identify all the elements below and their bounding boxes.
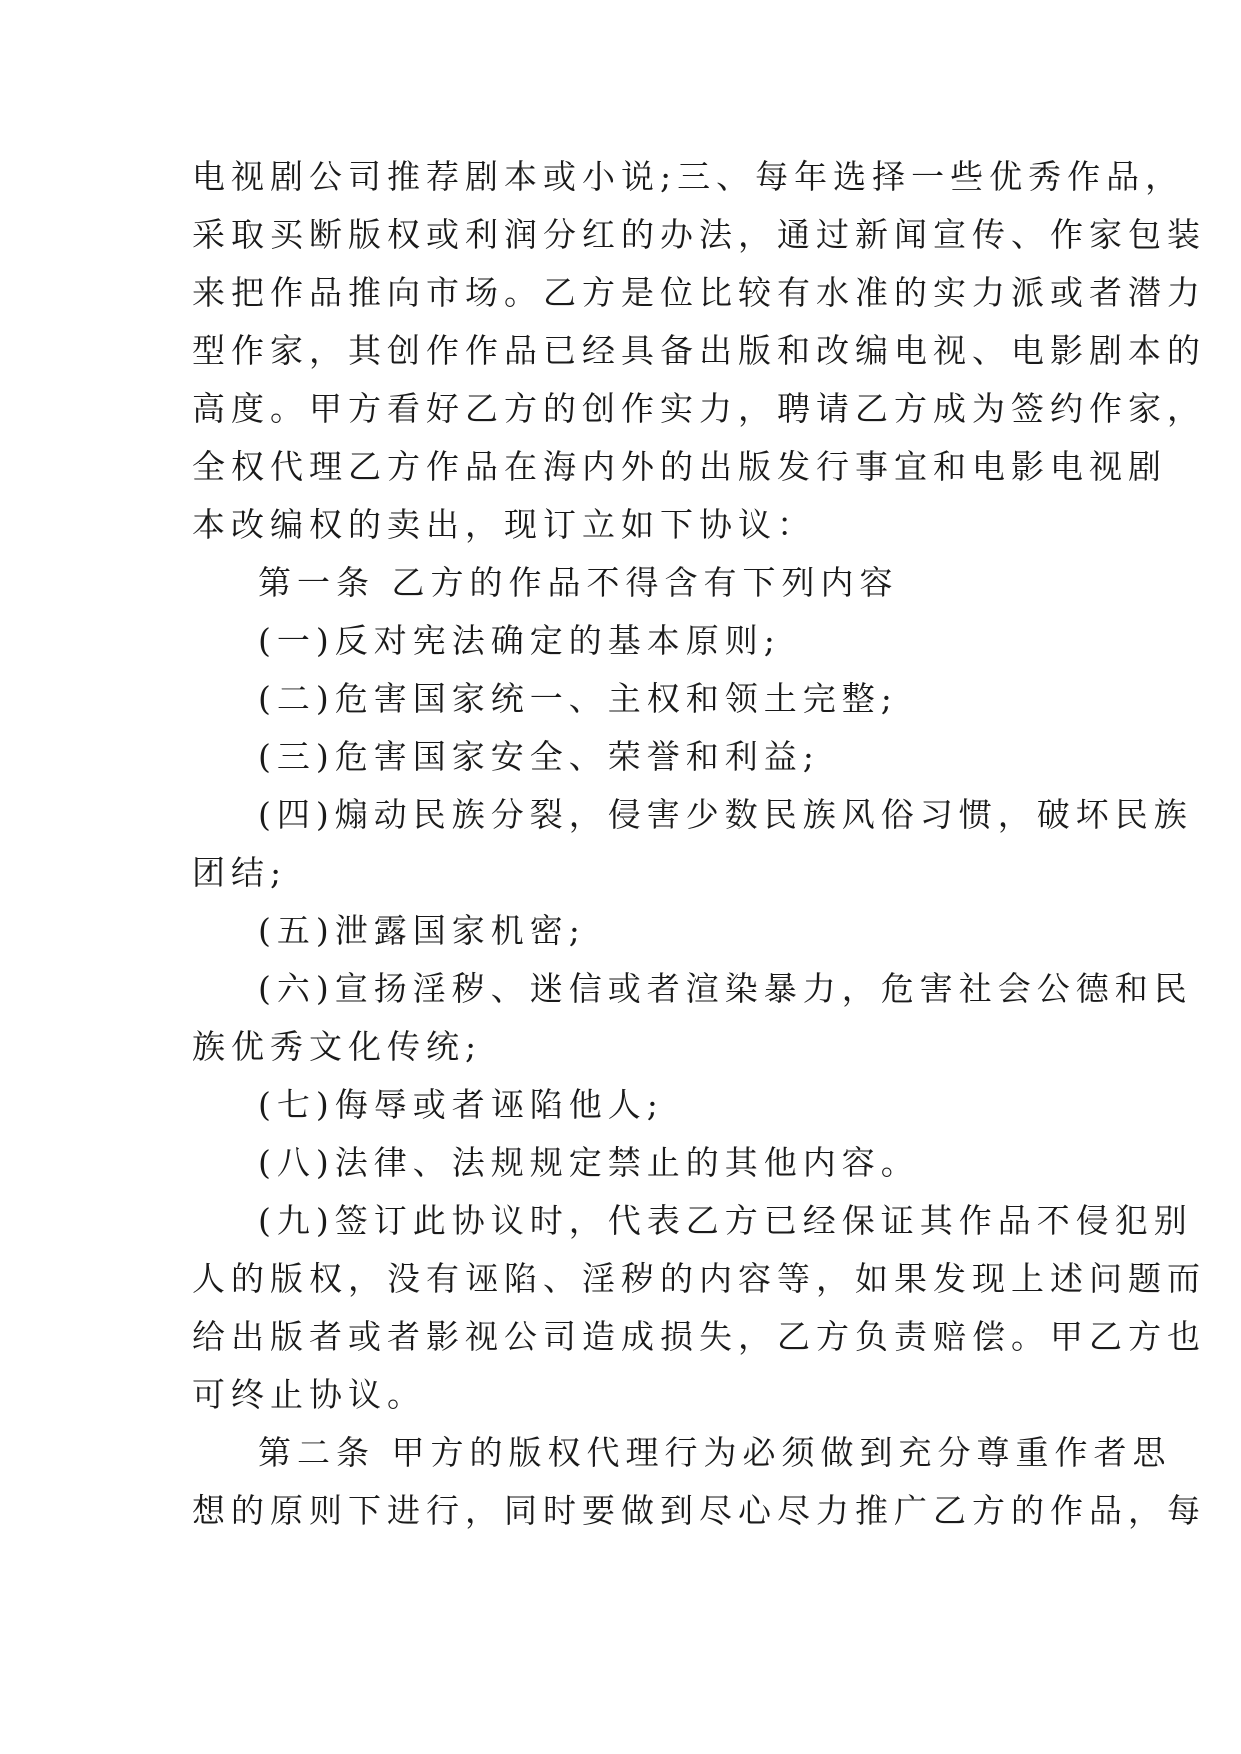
text-line: 族优秀文化传统; [192, 1027, 483, 1066]
text-line: 采取买断版权或利润分红的办法，通过新闻宣传、作家包装 [192, 215, 1206, 254]
text-line: 高度。甲方看好乙方的创作实力，聘请乙方成为签约作家， [192, 389, 1206, 428]
text-line: 可终止协议。 [192, 1375, 426, 1414]
list-item: (八)法律、法规规定禁止的其他内容。 [258, 1143, 920, 1182]
list-item: (二)危害国家统一、主权和领土完整; [258, 679, 898, 718]
article-heading: 第一条 乙方的作品不得含有下列内容 [258, 563, 899, 602]
list-item: (六)宣扬淫秽、迷信或者渲染暴力，危害社会公德和民 [258, 969, 1193, 1008]
article-heading: 第二条 甲方的版权代理行为必须做到充分尊重作者思 [258, 1433, 1172, 1472]
list-item: (三)危害国家安全、荣誉和利益; [258, 737, 820, 776]
text-line: 人的版权，没有诬陷、淫秽的内容等，如果发现上述问题而 [192, 1259, 1206, 1298]
list-item: (四)煽动民族分裂，侵害少数民族风俗习惯，破坏民族 [258, 795, 1193, 834]
list-item: (五)泄露国家机密; [258, 911, 586, 950]
text-line: 团结; [192, 853, 288, 892]
text-line: 全权代理乙方作品在海内外的出版发行事宜和电影电视剧 [192, 447, 1167, 486]
text-line: 型作家，其创作作品已经具备出版和改编电视、电影剧本的 [192, 331, 1206, 370]
text-line: 来把作品推向市场。乙方是位比较有水准的实力派或者潜力 [192, 273, 1206, 312]
list-item: (七)侮辱或者诬陷他人; [258, 1085, 664, 1124]
list-item: (一)反对宪法确定的基本原则; [258, 621, 781, 660]
text-line: 给出版者或者影视公司造成损失，乙方负责赔偿。甲乙方也 [192, 1317, 1206, 1356]
text-line: 电视剧公司推荐剧本或小说;三、每年选择一些优秀作品， [192, 157, 1185, 196]
list-item: (九)签订此协议时，代表乙方已经保证其作品不侵犯别 [258, 1201, 1193, 1240]
text-line: 想的原则下进行，同时要做到尽心尽力推广乙方的作品，每 [192, 1491, 1206, 1530]
text-line: 本改编权的卖出，现订立如下协议： [192, 505, 816, 544]
